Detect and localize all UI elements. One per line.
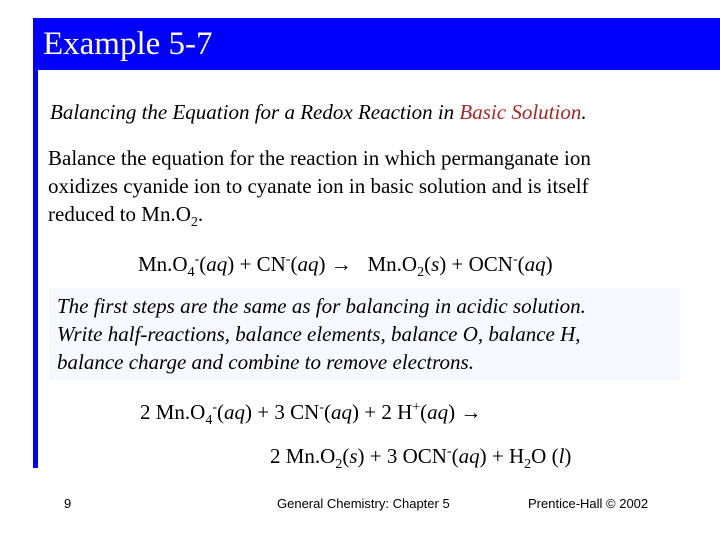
coefficient: 2	[140, 400, 156, 424]
paren: )	[439, 252, 447, 276]
operator: +	[234, 252, 257, 276]
state-label: aq	[224, 400, 246, 424]
problem-last-prefix: reduced to Mn.O	[48, 202, 191, 226]
subtitle-suffix: .	[581, 100, 587, 124]
note-line: balance charge and combine to remove electrons.	[57, 350, 474, 374]
paren: )	[545, 252, 553, 276]
operator: +	[446, 252, 469, 276]
subtitle-prefix: Balancing the Equation for a Redox Reaction in	[50, 100, 460, 124]
formula-part: Mn.O	[367, 252, 418, 276]
formula-part: H	[508, 444, 525, 468]
superscript: +	[412, 400, 421, 415]
problem-line	[48, 200, 708, 231]
paren: )	[448, 400, 456, 424]
problem-statement	[48, 144, 708, 231]
paren: )	[564, 444, 572, 468]
paren: (	[217, 400, 225, 424]
state-label: aq	[427, 400, 449, 424]
coefficient: 3	[274, 400, 291, 424]
note-line: The first steps are the same as for balancing in acidic solution.	[57, 294, 586, 318]
problem-last-suffix: .	[197, 202, 204, 226]
balanced-equation-left	[140, 398, 487, 429]
paren: (	[342, 444, 350, 468]
formula-part: Mn.O	[285, 444, 336, 468]
superscript: -	[194, 252, 200, 267]
superscript: -	[285, 252, 291, 267]
state-label: l	[558, 444, 565, 468]
note-line: Write half-reactions, balance elements, balance O, balance H,	[57, 322, 581, 346]
formula-part: OCN	[468, 252, 513, 276]
paren: (	[551, 444, 559, 468]
paren: )	[357, 444, 365, 468]
formula-part: H	[397, 400, 413, 424]
paren: (	[517, 252, 525, 276]
coefficient: 2	[270, 444, 286, 468]
formula-part: Mn.O	[138, 252, 188, 276]
state-label: s	[431, 252, 440, 276]
operator: +	[486, 444, 509, 468]
state-label: aq	[458, 444, 480, 468]
state-label: aq	[206, 252, 228, 276]
subscript: 2	[417, 265, 425, 281]
operator: +	[358, 400, 382, 424]
slide-subtitle	[50, 98, 710, 126]
slide-title: Example 5-7	[43, 26, 213, 62]
state-label: s	[349, 444, 358, 468]
left-accent-rule	[33, 70, 38, 468]
skeleton-equation	[138, 250, 553, 281]
subscript: 2	[524, 457, 532, 473]
paren: (	[290, 252, 298, 276]
problem-line: oxidizes cyanide ion to cyanate ion in basic solution and is itself	[48, 174, 589, 198]
reaction-arrow: →	[325, 252, 368, 276]
paren: )	[318, 252, 326, 276]
subscript: 2	[190, 215, 198, 231]
paren: (	[420, 400, 428, 424]
paren: )	[245, 400, 253, 424]
paren: )	[227, 252, 235, 276]
superscript: -	[319, 400, 324, 415]
superscript: -	[512, 252, 518, 267]
superscript: -	[446, 444, 452, 459]
note-text	[57, 292, 687, 376]
footer-course: General Chemistry: Chapter 5	[277, 496, 450, 511]
coefficient: 3	[386, 444, 403, 468]
superscript: -	[212, 400, 218, 415]
paren: (	[199, 252, 207, 276]
operator: +	[252, 400, 275, 424]
paren: (	[451, 444, 459, 468]
paren: (	[424, 252, 432, 276]
state-label: aq	[297, 252, 319, 276]
formula-part: Mn.O	[155, 400, 206, 424]
state-label: aq	[524, 252, 546, 276]
paren: (	[323, 400, 331, 424]
page-number: 9	[64, 496, 72, 511]
footer-copyright: Prentice-Hall © 2002	[528, 496, 649, 511]
operator: +	[364, 444, 387, 468]
subscript: 2	[335, 457, 343, 473]
formula-part: CN	[290, 400, 320, 424]
subscript: 4	[187, 265, 195, 281]
paren: )	[351, 400, 359, 424]
note-box	[49, 288, 680, 380]
balanced-equation-right	[270, 442, 572, 473]
state-label: aq	[330, 400, 352, 424]
subtitle-accent: Basic Solution	[459, 100, 582, 124]
problem-line: Balance the equation for the reaction in which permanganate ion	[48, 146, 591, 170]
subscript: 4	[205, 413, 213, 429]
formula-part: O	[531, 444, 547, 468]
coefficient: 2	[381, 400, 398, 424]
formula-part: OCN	[402, 444, 447, 468]
reaction-arrow: →	[455, 400, 487, 424]
title-bar	[33, 18, 720, 70]
formula-part: CN	[256, 252, 286, 276]
paren: )	[479, 444, 487, 468]
